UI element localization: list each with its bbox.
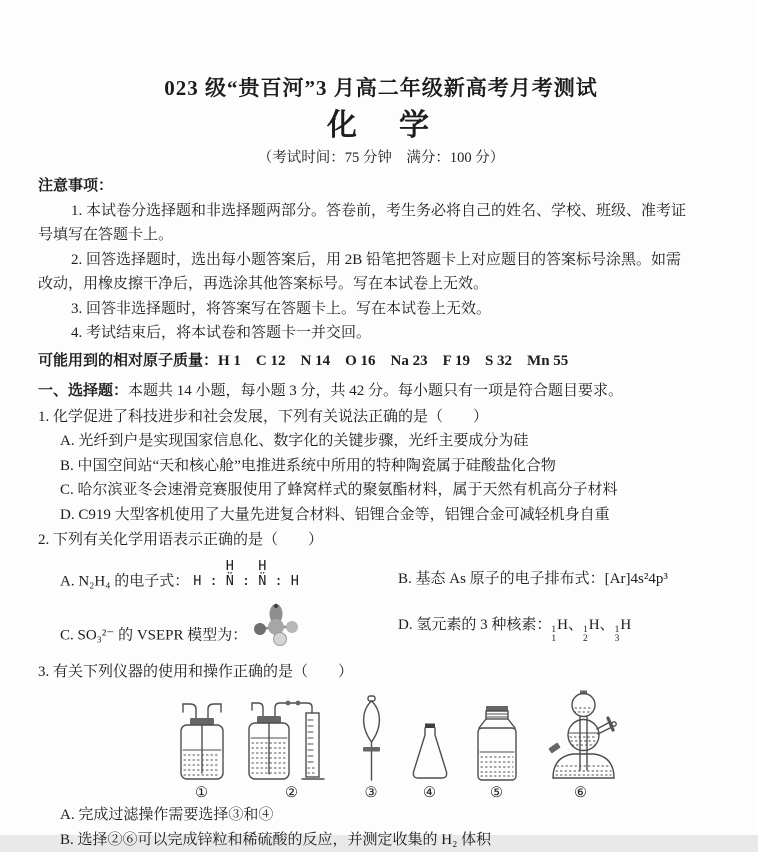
nuclide-separator-1: 、 bbox=[568, 617, 583, 633]
question-3-option-b: B. 选择②⑥可以完成锌粒和稀硫酸的反应，并测定收集的 H₂ 体积 bbox=[38, 828, 724, 852]
nuclide-3-mass: 1 bbox=[615, 626, 620, 635]
washing-bottle-cylinder-icon bbox=[247, 700, 337, 782]
apparatus-label-3: ③ bbox=[365, 785, 378, 801]
question-2-option-d bbox=[398, 613, 631, 644]
nuclide-protium bbox=[551, 617, 568, 633]
question-3-stem: 3. 有关下列仪器的使用和操作正确的是（ ） bbox=[38, 660, 724, 685]
question-2-row-ab bbox=[38, 567, 724, 611]
apparatus-label-4: ④ bbox=[423, 785, 436, 801]
nuclide-1-mass: 1 bbox=[551, 626, 556, 635]
section-heading bbox=[38, 379, 724, 404]
nuclide-tritium bbox=[615, 617, 632, 633]
reagent-bottle-icon bbox=[472, 704, 522, 782]
nuclide-1-symbol: H bbox=[557, 617, 568, 633]
question-2-row-cd bbox=[38, 613, 724, 659]
note-line-3: 3. 回答非选择题时，将答案写在答题卡上。写在本试卷上无效。 bbox=[38, 297, 724, 322]
atomic-masses-line bbox=[38, 349, 724, 374]
nuclide-2-z: 2 bbox=[583, 635, 588, 644]
hydrazine-electron-dot-formula bbox=[193, 559, 299, 589]
nuclide-2-symbol: H bbox=[589, 617, 600, 633]
nuclide-3-symbol: H bbox=[620, 617, 631, 633]
apparatus-label-6: ⑥ bbox=[574, 785, 587, 801]
question-2-option-c bbox=[60, 613, 398, 659]
electron-formula-top-row: H H bbox=[193, 559, 299, 574]
note-line-4: 4. 考试结束后，将本试卷和答题卡一并交回。 bbox=[38, 321, 724, 346]
question-1-stem: 1. 化学促进了科技进步和社会发展，下列有关说法正确的是（ ） bbox=[38, 405, 724, 430]
section-heading-text: 本题共 14 小题，每小题 3 分，共 42 分。每小题只有一项是符合题目要求。 bbox=[128, 383, 623, 399]
exam-title: 023 级“贵百河”3 月高二年级新高考月考测试 bbox=[38, 74, 724, 102]
notes-heading: 注意事项： bbox=[38, 174, 724, 199]
question-2-stem: 2. 下列有关化学用语表示正确的是（ ） bbox=[38, 528, 724, 553]
exam-info: （考试时间：75 分钟 满分：100 分） bbox=[38, 146, 724, 170]
separating-funnel bbox=[355, 694, 388, 801]
apparatus-figure bbox=[158, 690, 638, 801]
note-line-2-cont: 改动，用橡皮擦干净后，再选涂其他答案标号。写在本试卷上无效。 bbox=[38, 272, 724, 297]
section-heading-number: 一、选择题： bbox=[38, 383, 128, 399]
note-line-2: 2. 回答选择题时，选出每小题答案后，用 2B 铅笔把答题卡上对应题目的答案标号涂黑。如需 bbox=[38, 248, 724, 273]
question-1-option-c: C. 哈尔滨亚冬会速滑竞赛服使用了蜂窝样式的聚氨酯材料，属于天然有机高分子材料 bbox=[38, 478, 724, 503]
note-line-1: 1. 本试卷分选择题和非选择题两部分。答卷前，考生务必将自己的姓名、学校、班级、准考证 bbox=[38, 199, 724, 224]
apparatus-label-5: ⑤ bbox=[490, 785, 503, 801]
erlenmeyer-flask bbox=[406, 722, 454, 801]
subject-title: 化 学 bbox=[38, 106, 724, 146]
option-c-label: C. SO₃²⁻ 的 VSEPR 模型为： bbox=[60, 627, 247, 643]
wide-mouth-reagent-bottle bbox=[472, 704, 522, 801]
gas-washing-bottle bbox=[175, 700, 229, 801]
nuclide-deuterium bbox=[583, 617, 600, 633]
separating-funnel-icon bbox=[355, 694, 388, 782]
question-1-option-d: D. C919 大型客机使用了大量先进复合材料、铝锂合金等，铝锂合金可减轻机身自重 bbox=[38, 503, 724, 528]
nuclide-separator-2: 、 bbox=[600, 617, 615, 633]
nuclide-2-mass: 1 bbox=[583, 626, 588, 635]
question-1-option-b: B. 中国空间站“天和核心舱”电推进系统中所用的特种陶瓷属于硅酸盐化合物 bbox=[38, 454, 724, 479]
atomic-masses-label: 可能用到的相对原子质量： bbox=[38, 353, 218, 369]
erlenmeyer-flask-icon bbox=[406, 722, 454, 782]
question-2-option-b: B. 基态 As 原子的电子排布式：[Ar]4s²4p³ bbox=[398, 567, 668, 592]
nuclide-1-z: 1 bbox=[551, 635, 556, 644]
apparatus-label-1: ① bbox=[195, 785, 208, 801]
question-2-option-a bbox=[60, 567, 398, 597]
gas-washing-bottle-icon bbox=[175, 700, 229, 782]
electron-formula-bottom-row: H : N̈ : N̈ : H bbox=[193, 574, 299, 589]
question-1-option-a: A. 光纤到户是实现国家信息化、数字化的关键步骤，光纤主要成分为硅 bbox=[38, 429, 724, 454]
nuclide-3-z: 3 bbox=[615, 635, 620, 644]
washing-bottle-with-measuring-cylinder bbox=[247, 700, 337, 801]
option-d-label: D. 氢元素的 3 种核素： bbox=[398, 617, 551, 633]
note-line-1-cont: 号填写在答题卡上。 bbox=[38, 223, 724, 248]
kipp-generator bbox=[540, 690, 622, 801]
kipp-generator-icon bbox=[540, 690, 622, 782]
apparatus-label-2: ② bbox=[285, 785, 298, 801]
question-3-option-a: A. 完成过滤操作需要选择③和④ bbox=[38, 803, 724, 828]
atomic-masses-values: H 1 C 12 N 14 O 16 Na 23 F 19 S 32 Mn 55 bbox=[218, 353, 568, 369]
option-a-label: A. N₂H₄ 的电子式： bbox=[60, 573, 189, 589]
vsepr-model-icon bbox=[253, 601, 299, 647]
